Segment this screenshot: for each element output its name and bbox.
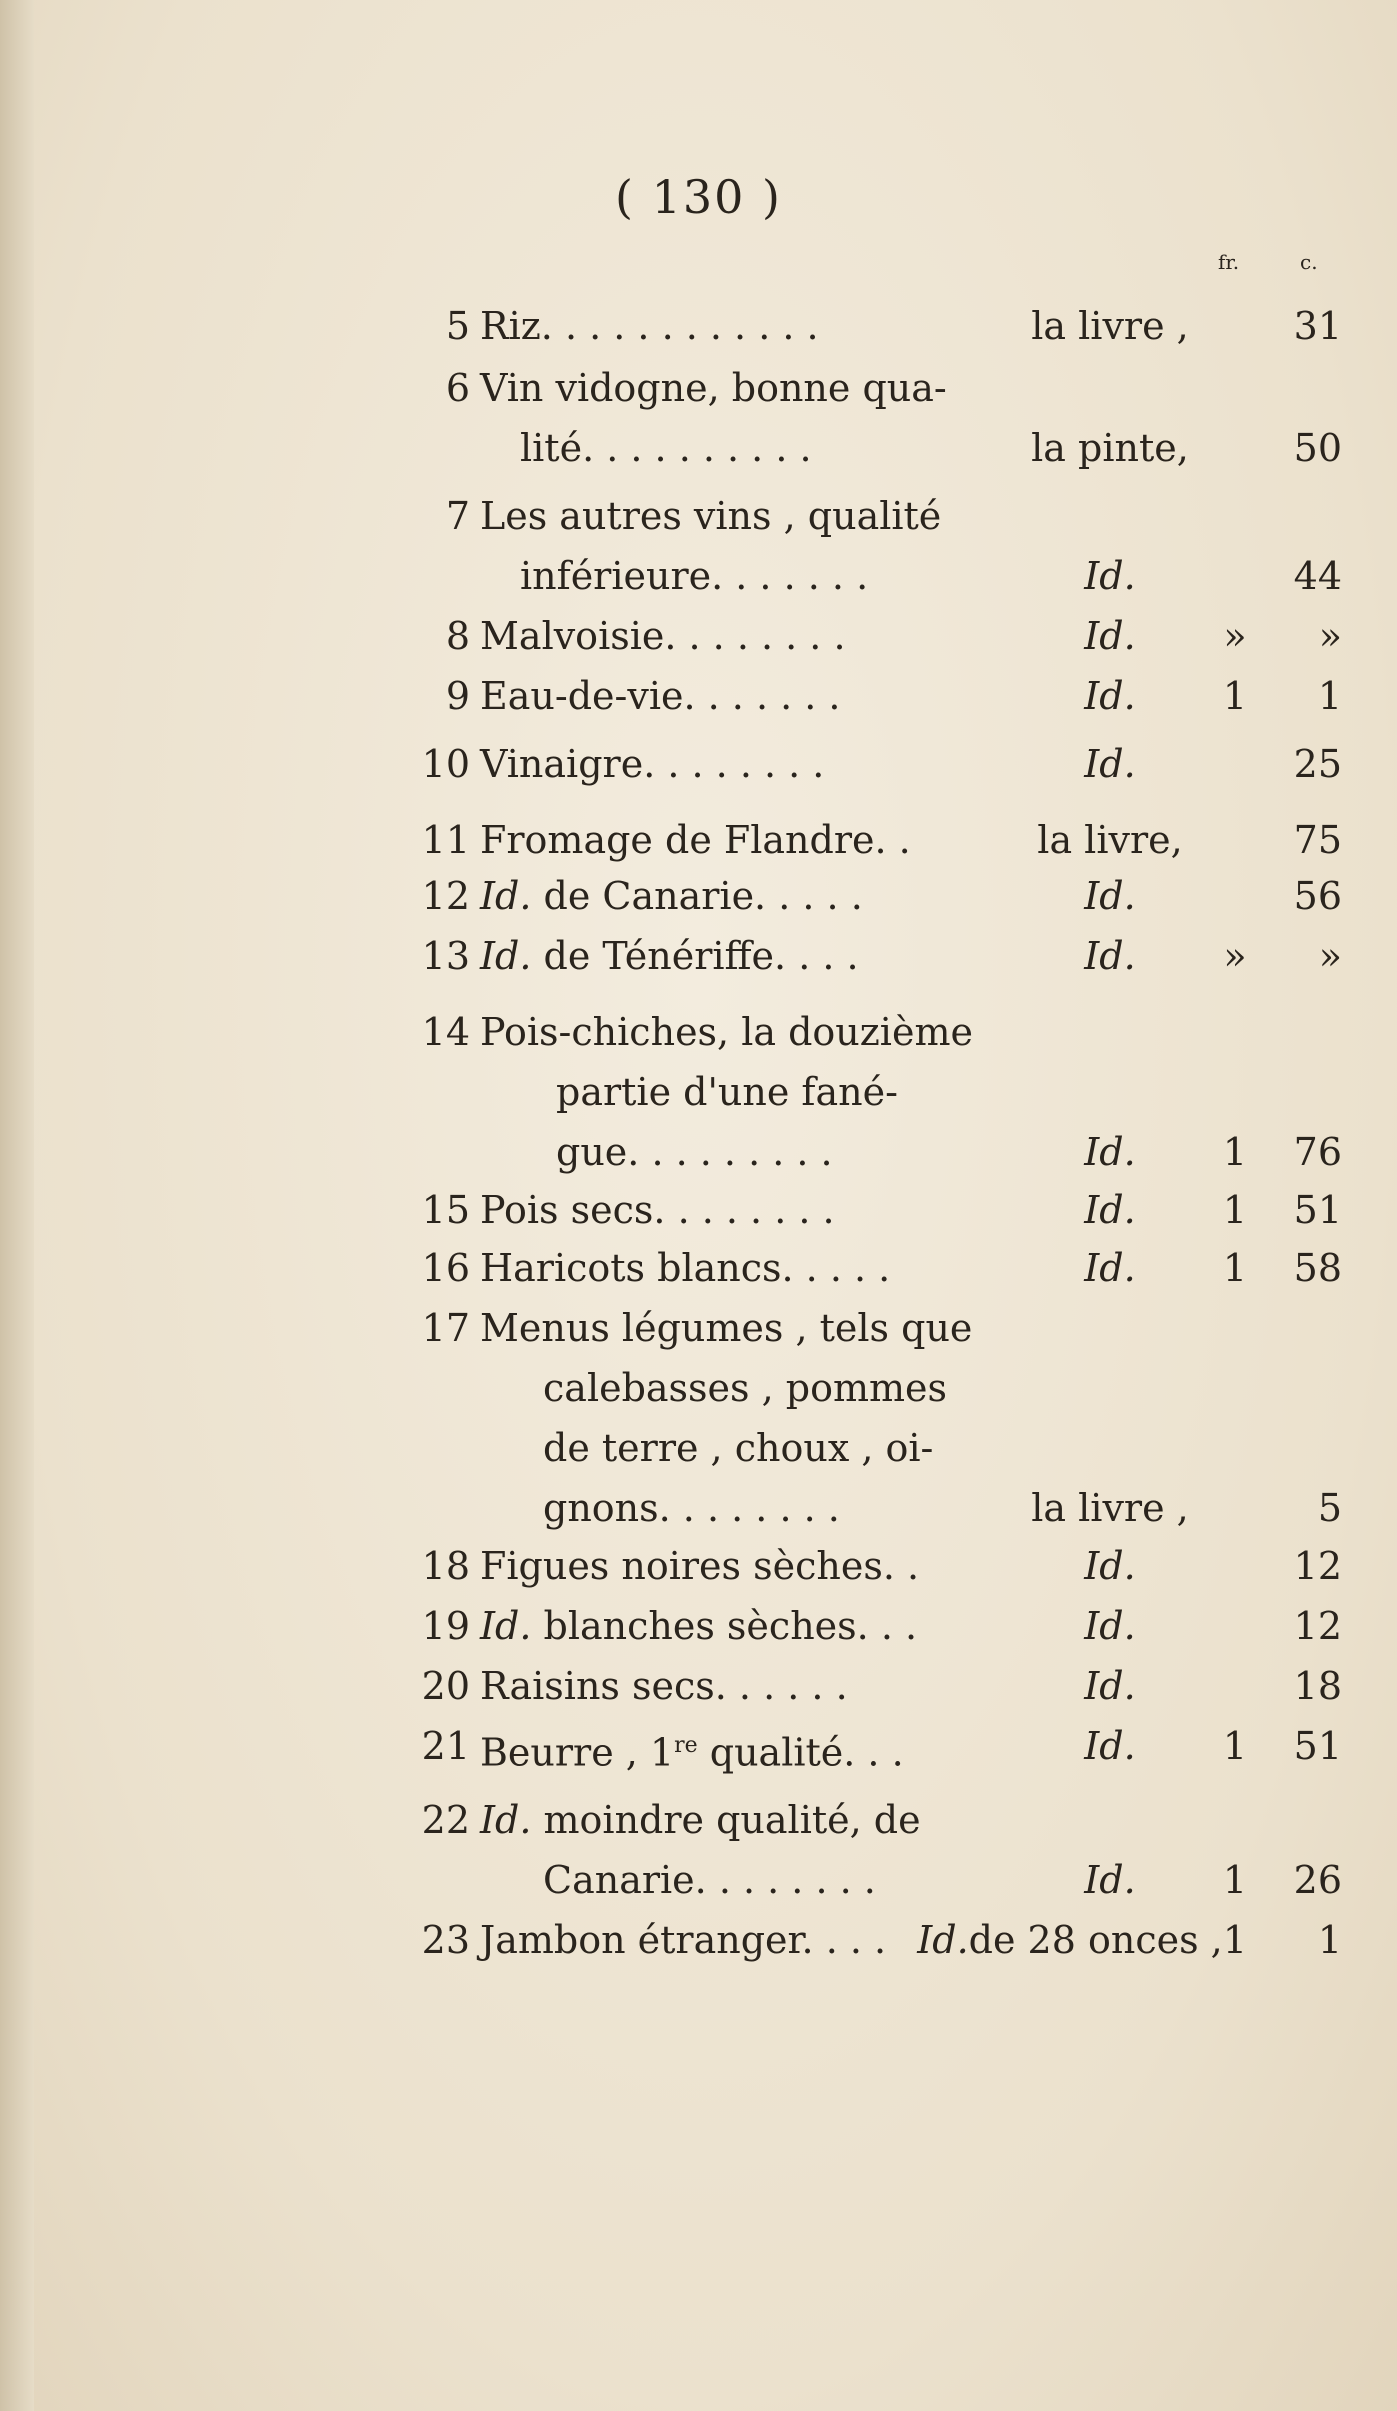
price-list-row — [0, 1238, 1397, 1298]
item-description: Les autres vins , qualité — [480, 494, 942, 538]
item-unit: la livre , — [1031, 1486, 1189, 1530]
item-description: inférieure. . . . . . . — [520, 554, 869, 598]
item-centimes: 56 — [1293, 874, 1342, 918]
item-description: Fromage de Flandre. . — [480, 818, 911, 862]
item-unit: Id. — [1084, 934, 1136, 978]
item-description: lité. . . . . . . . . . — [520, 426, 812, 470]
item-francs: 1 — [1222, 1188, 1248, 1232]
item-ditto: Id. — [480, 934, 532, 978]
item-description: Riz. . . . . . . . . . . . — [480, 304, 819, 348]
item-description: Pois secs. . . . . . . . — [480, 1188, 835, 1232]
item-unit: Id. — [1084, 742, 1136, 786]
item-description: Figues noires sèches. . — [480, 1544, 920, 1588]
price-list-row — [0, 810, 1397, 870]
item-number: 21 — [421, 1724, 470, 1768]
item-description: gnons. . . . . . . . — [543, 1486, 840, 1530]
item-description: Raisins secs. . . . . . — [480, 1664, 848, 1708]
item-description — [480, 926, 859, 986]
item-ditto: Id. — [480, 1604, 532, 1648]
item-centimes: 44 — [1293, 554, 1342, 598]
item-number: 13 — [421, 934, 470, 978]
item-description-rest: moindre qualité, de — [531, 1798, 921, 1842]
item-unit: Id. — [1084, 1604, 1136, 1648]
price-list-row-continuation — [0, 546, 1397, 606]
price-list-row-continuation — [0, 418, 1397, 478]
item-unit: la pinte, — [1031, 426, 1189, 470]
item-description: calebasses , pommes — [543, 1366, 948, 1410]
item-number: 11 — [421, 818, 470, 862]
item-ditto: Id. — [480, 874, 532, 918]
item-unit: Id. — [1084, 614, 1136, 658]
item-description: Vinaigre. . . . . . . . — [480, 742, 825, 786]
item-description: Canarie. . . . . . . . — [543, 1858, 876, 1902]
price-list-row — [0, 1910, 1397, 1970]
item-description-text: Beurre , 1 — [480, 1730, 675, 1775]
item-number: 22 — [421, 1798, 470, 1842]
item-francs: 1 — [1222, 1918, 1248, 1962]
price-list-row — [0, 1536, 1397, 1596]
item-unit: Id. — [1084, 1130, 1136, 1174]
item-number: 9 — [445, 674, 470, 718]
item-number: 8 — [445, 614, 470, 658]
item-number: 17 — [421, 1306, 470, 1350]
item-description: de terre , choux , oi- — [543, 1426, 934, 1470]
item-unit: Id. — [1084, 1188, 1136, 1232]
item-unit: Id. — [1084, 1246, 1136, 1290]
item-francs: » — [1223, 614, 1247, 658]
item-centimes: 12 — [1293, 1544, 1342, 1588]
item-ditto: Id. — [917, 1918, 969, 1962]
price-list-row — [0, 734, 1397, 794]
item-number: 5 — [445, 304, 470, 348]
item-unit: Id. — [1084, 674, 1136, 718]
column-header-centimes: c. — [1300, 250, 1318, 274]
column-header-francs: fr. — [1218, 250, 1240, 274]
price-list-row — [0, 666, 1397, 726]
price-list-row — [0, 1298, 1397, 1358]
item-unit: Id. — [1084, 1724, 1136, 1768]
price-list-row-continuation — [0, 1478, 1397, 1538]
item-centimes: 12 — [1293, 1604, 1342, 1648]
item-unit: Id. — [1084, 1858, 1136, 1902]
item-description: partie d'une fané- — [556, 1070, 898, 1114]
item-description: Eau-de-vie. . . . . . . — [480, 674, 841, 718]
item-centimes: 50 — [1293, 426, 1342, 470]
price-list-row — [0, 1716, 1397, 1776]
item-number: 14 — [421, 1010, 470, 1054]
item-description-rest: blanches sèches. . . — [531, 1604, 918, 1648]
item-description: Pois-chiches, la douzième — [480, 1010, 973, 1054]
item-number: 23 — [421, 1918, 470, 1962]
item-centimes: 18 — [1293, 1664, 1342, 1708]
item-centimes: 26 — [1293, 1858, 1342, 1902]
item-number: 15 — [421, 1188, 470, 1232]
item-unit: la livre , — [1031, 304, 1189, 348]
price-list-row — [0, 866, 1397, 926]
item-centimes: 75 — [1293, 818, 1342, 862]
item-centimes: 5 — [1317, 1486, 1342, 1530]
item-number: 19 — [421, 1604, 470, 1648]
item-description-rest: de Ténériffe. . . . — [531, 934, 859, 978]
item-number: 20 — [421, 1664, 470, 1708]
price-list-row — [0, 606, 1397, 666]
item-description: Vin vidogne, bonne qua- — [480, 366, 947, 410]
item-francs: 1 — [1222, 1724, 1248, 1768]
price-list-row-continuation — [0, 1062, 1397, 1122]
price-list-row — [0, 486, 1397, 546]
item-centimes: 76 — [1293, 1130, 1342, 1174]
price-list-row-continuation — [0, 1418, 1397, 1478]
item-description-rest: de Canarie. . . . . — [531, 874, 863, 918]
item-description-rest: qualité. . . — [697, 1730, 904, 1775]
item-description — [480, 1790, 921, 1850]
item-description: Jambon étranger. . . . — [480, 1918, 887, 1962]
item-unit: Id. — [1084, 874, 1136, 918]
page-number: ( 130 ) — [615, 170, 782, 224]
item-unit-rest: de 28 onces , — [968, 1918, 1223, 1962]
item-francs: 1 — [1222, 1130, 1248, 1174]
item-number: 10 — [421, 742, 470, 786]
item-centimes: 51 — [1293, 1724, 1342, 1768]
item-centimes: 51 — [1293, 1188, 1342, 1232]
item-francs: » — [1223, 934, 1247, 978]
item-centimes: 31 — [1293, 304, 1342, 348]
item-number: 16 — [421, 1246, 470, 1290]
price-list-row — [0, 1596, 1397, 1656]
item-description — [480, 866, 863, 926]
item-description — [480, 1596, 917, 1656]
item-centimes: » — [1318, 934, 1342, 978]
item-unit: Id. — [1084, 554, 1136, 598]
item-centimes: 25 — [1293, 742, 1342, 786]
item-description — [480, 1716, 904, 1783]
item-number: 6 — [445, 366, 470, 410]
item-description: Haricots blancs. . . . . — [480, 1246, 891, 1290]
item-centimes: 58 — [1293, 1246, 1342, 1290]
price-list-row-continuation — [0, 1358, 1397, 1418]
item-unit — [910, 1910, 1230, 1970]
item-unit: la livre, — [1037, 818, 1183, 862]
price-list-row — [0, 1180, 1397, 1240]
price-list-row-continuation — [0, 1850, 1397, 1910]
price-list-row — [0, 926, 1397, 986]
item-number: 7 — [445, 494, 470, 538]
item-francs: 1 — [1222, 674, 1248, 718]
superscript: re — [674, 1733, 698, 1758]
price-list-row — [0, 358, 1397, 418]
item-centimes: 1 — [1317, 674, 1342, 718]
price-list-row-continuation — [0, 1122, 1397, 1182]
item-unit: Id. — [1084, 1664, 1136, 1708]
item-number: 18 — [421, 1544, 470, 1588]
item-francs: 1 — [1222, 1858, 1248, 1902]
price-list-row — [0, 1002, 1397, 1062]
item-unit: Id. — [1084, 1544, 1136, 1588]
item-ditto: Id. — [480, 1798, 532, 1842]
item-francs: 1 — [1222, 1246, 1248, 1290]
item-description: Menus légumes , tels que — [480, 1306, 973, 1350]
price-list-row — [0, 1790, 1397, 1850]
item-centimes: 1 — [1317, 1918, 1342, 1962]
item-description: Malvoisie. . . . . . . . — [480, 614, 846, 658]
item-centimes: » — [1318, 614, 1342, 658]
price-list-row — [0, 1656, 1397, 1716]
price-list-row — [0, 296, 1397, 356]
item-description: gue. . . . . . . . . — [556, 1130, 833, 1174]
item-number: 12 — [421, 874, 470, 918]
